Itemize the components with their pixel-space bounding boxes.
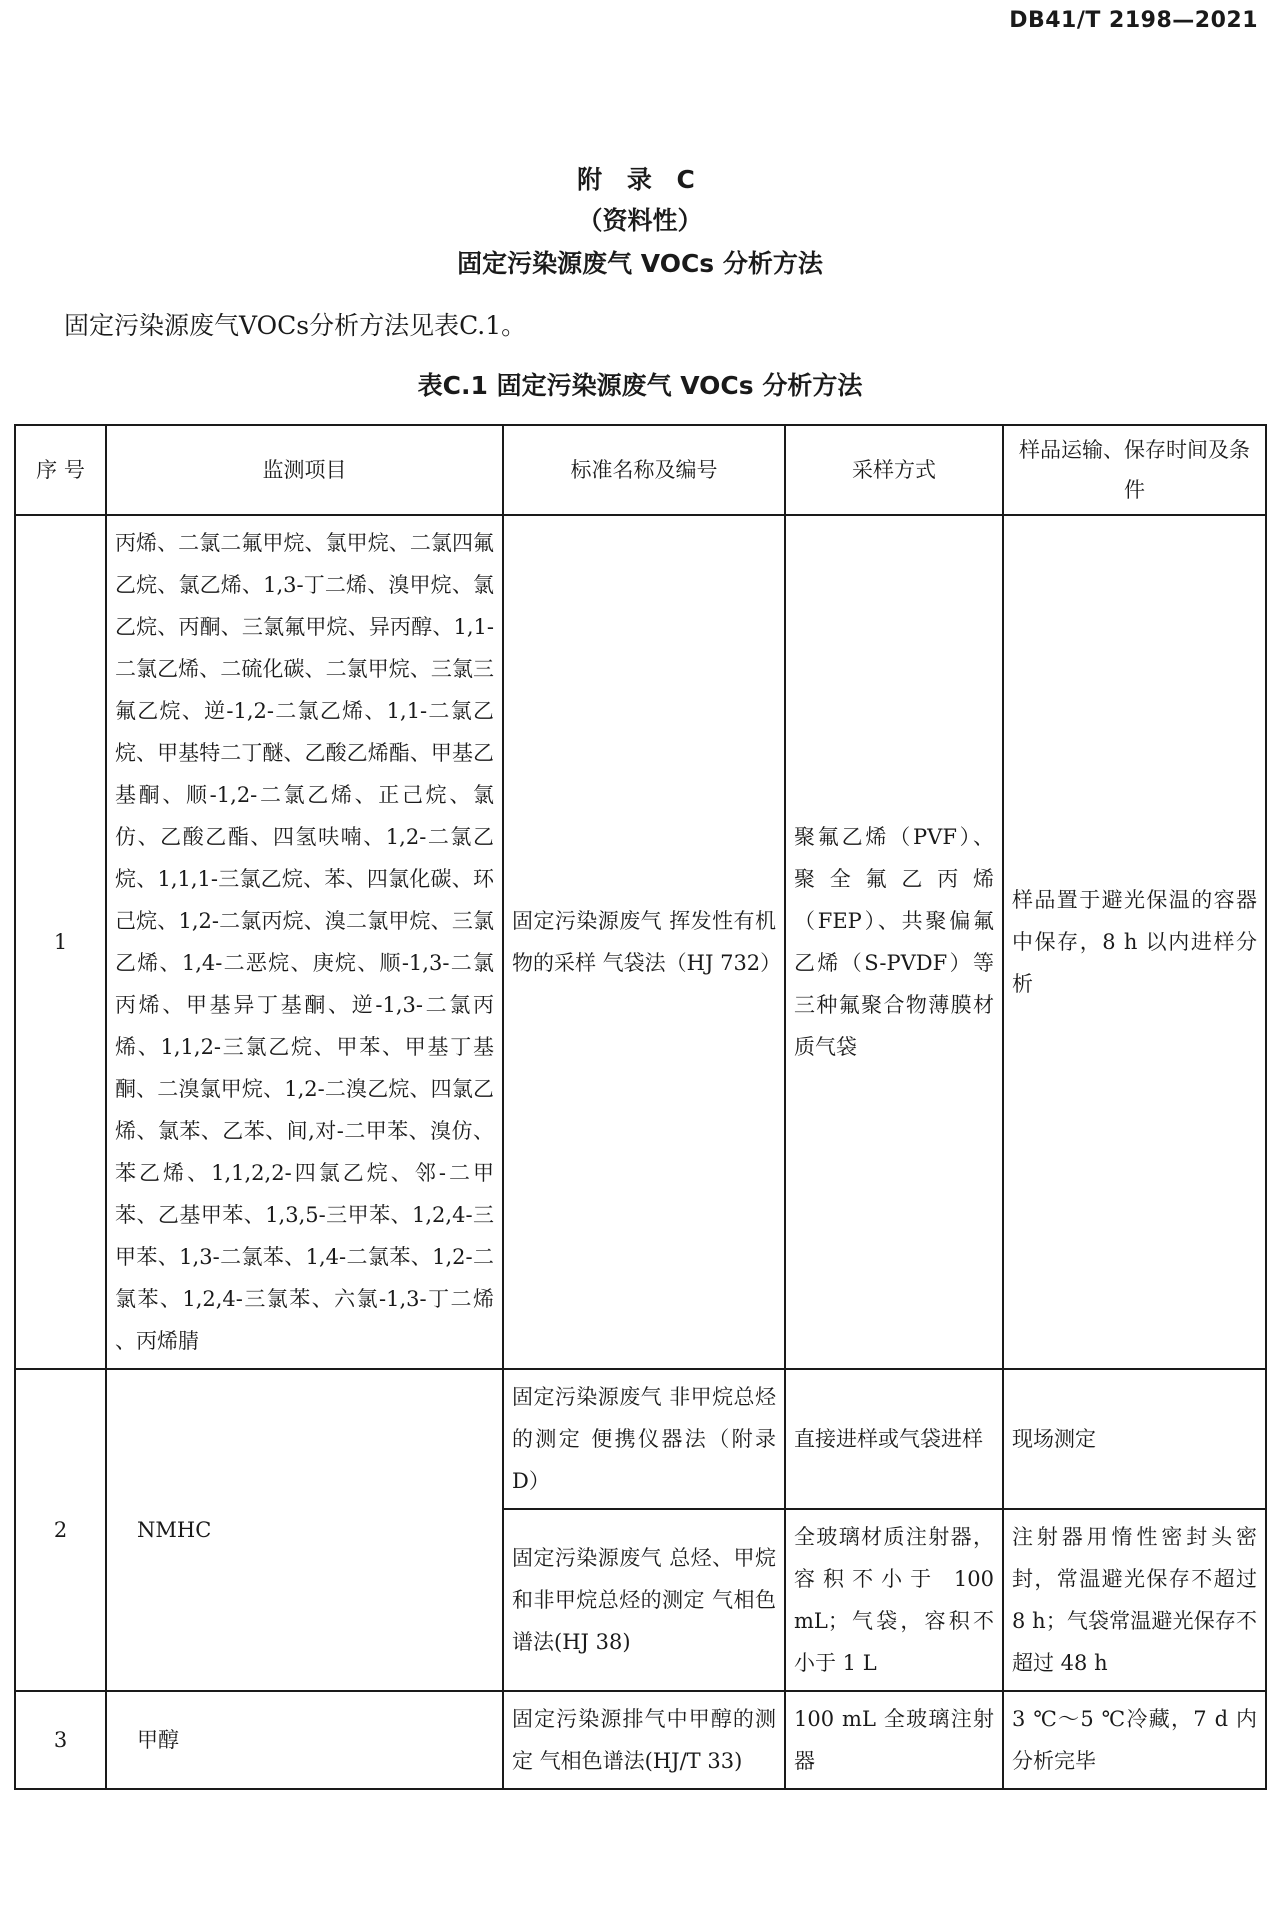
header-standard: 标准名称及编号 [503,425,785,515]
header-sampling: 采样方式 [785,425,1003,515]
storage-condition: 样品置于避光保温的容器中保存，8 h 以内进样分析 [1003,515,1266,1369]
row-number: 2 [15,1369,106,1691]
sampling-method: 直接进样或气袋进样 [785,1369,1003,1509]
header-storage: 样品运输、保存时间及条件 [1003,425,1266,515]
appendix-name: 固定污染源废气 VOCs 分析方法 [457,249,823,278]
table-row [15,515,1266,1369]
monitoring-item: NMHC [106,1369,503,1691]
table-row [15,1369,1266,1509]
document-code: DB41/T 2198—2021 [1009,8,1258,33]
appendix-nature: （资料性） [577,206,703,235]
header-item: 监测项目 [106,425,503,515]
header-seq: 序 号 [15,425,106,515]
intro-paragraph: 固定污染源废气VOCs分析方法见表C.1。 [64,311,527,340]
sampling-method: 全玻璃材质注射器，容积不小于 100 mL；气袋，容积不小于 1 L [785,1509,1003,1691]
standard-name: 固定污染源废气 挥发性有机物的采样 气袋法（HJ 732） [503,515,785,1369]
standard-name: 固定污染源废气 总烃、甲烷和非甲烷总烃的测定 气相色谱法(HJ 38) [503,1509,785,1691]
monitoring-item: 丙烯、二氯二氟甲烷、氯甲烷、二氯四氟乙烷、氯乙烯、1,3-丁二烯、溴甲烷、氯乙烷、丙酮、三氯氟甲烷、异丙醇、1,1-二氯乙烯、二硫化碳、二氯甲烷、三氯三氟乙烷、逆-1,2-二氯乙烯、1,1-二氯乙烷、甲基特二丁醚、乙酸乙烯酯、甲基乙基酮、顺-1,2-二氯乙烯、正己烷、氯仿、乙酸乙酯、四氢呋喃、1,2-二氯乙烷、1,1,1-三氯乙烷、苯、四氯化碳、环己烷、1,2-二氯丙烷、溴二氯甲烷、三氯乙烯、1,4-二恶烷、庚烷、顺-1,3-二氯丙烯、甲基异丁基酮、逆-1,3-二氯丙烯、1,1,2-三氯乙烷、甲苯、甲基丁基酮、二溴氯甲烷、1,2-二溴乙烷、四氯乙烯、氯苯、乙苯、间,对-二甲苯、溴仿、苯乙烯、1,1,2,2-四氯乙烷、邻-二甲苯、乙基甲苯、1,3,5-三甲苯、1,2,4-三甲苯、1,3-二氯苯、1,4-二氯苯、1,2-二氯苯、1,2,4-三氯苯、六氯-1,3-丁二烯 、丙烯腈 [106,515,503,1369]
row-number: 1 [15,515,106,1369]
storage-condition: 现场测定 [1003,1369,1266,1509]
methods-table [14,424,1267,1790]
sampling-method: 100 mL 全玻璃注射器 [785,1691,1003,1789]
table-header-row [15,425,1266,515]
standard-name: 固定污染源排气中甲醇的测定 气相色谱法(HJ/T 33) [503,1691,785,1789]
monitoring-item: 甲醇 [106,1691,503,1789]
storage-condition: 注射器用惰性密封头密封，常温避光保存不超过 8 h；气袋常温避光保存不超过 48 h [1003,1509,1266,1691]
row-number: 3 [15,1691,106,1789]
sampling-method: 聚氟乙烯（PVF）、聚全氟乙丙烯（FEP）、共聚偏氟乙烯（S-PVDF）等三种氟聚合物薄膜材质气袋 [785,515,1003,1369]
table-caption: 表C.1 固定污染源废气 VOCs 分析方法 [417,371,863,400]
standard-name: 固定污染源废气 非甲烷总烃的测定 便携仪器法（附录D） [503,1369,785,1509]
table-row [15,1691,1266,1789]
storage-condition: 3 ℃～5 ℃冷藏，7 d 内分析完毕 [1003,1691,1266,1789]
appendix-title: 附 录 C [577,165,703,194]
